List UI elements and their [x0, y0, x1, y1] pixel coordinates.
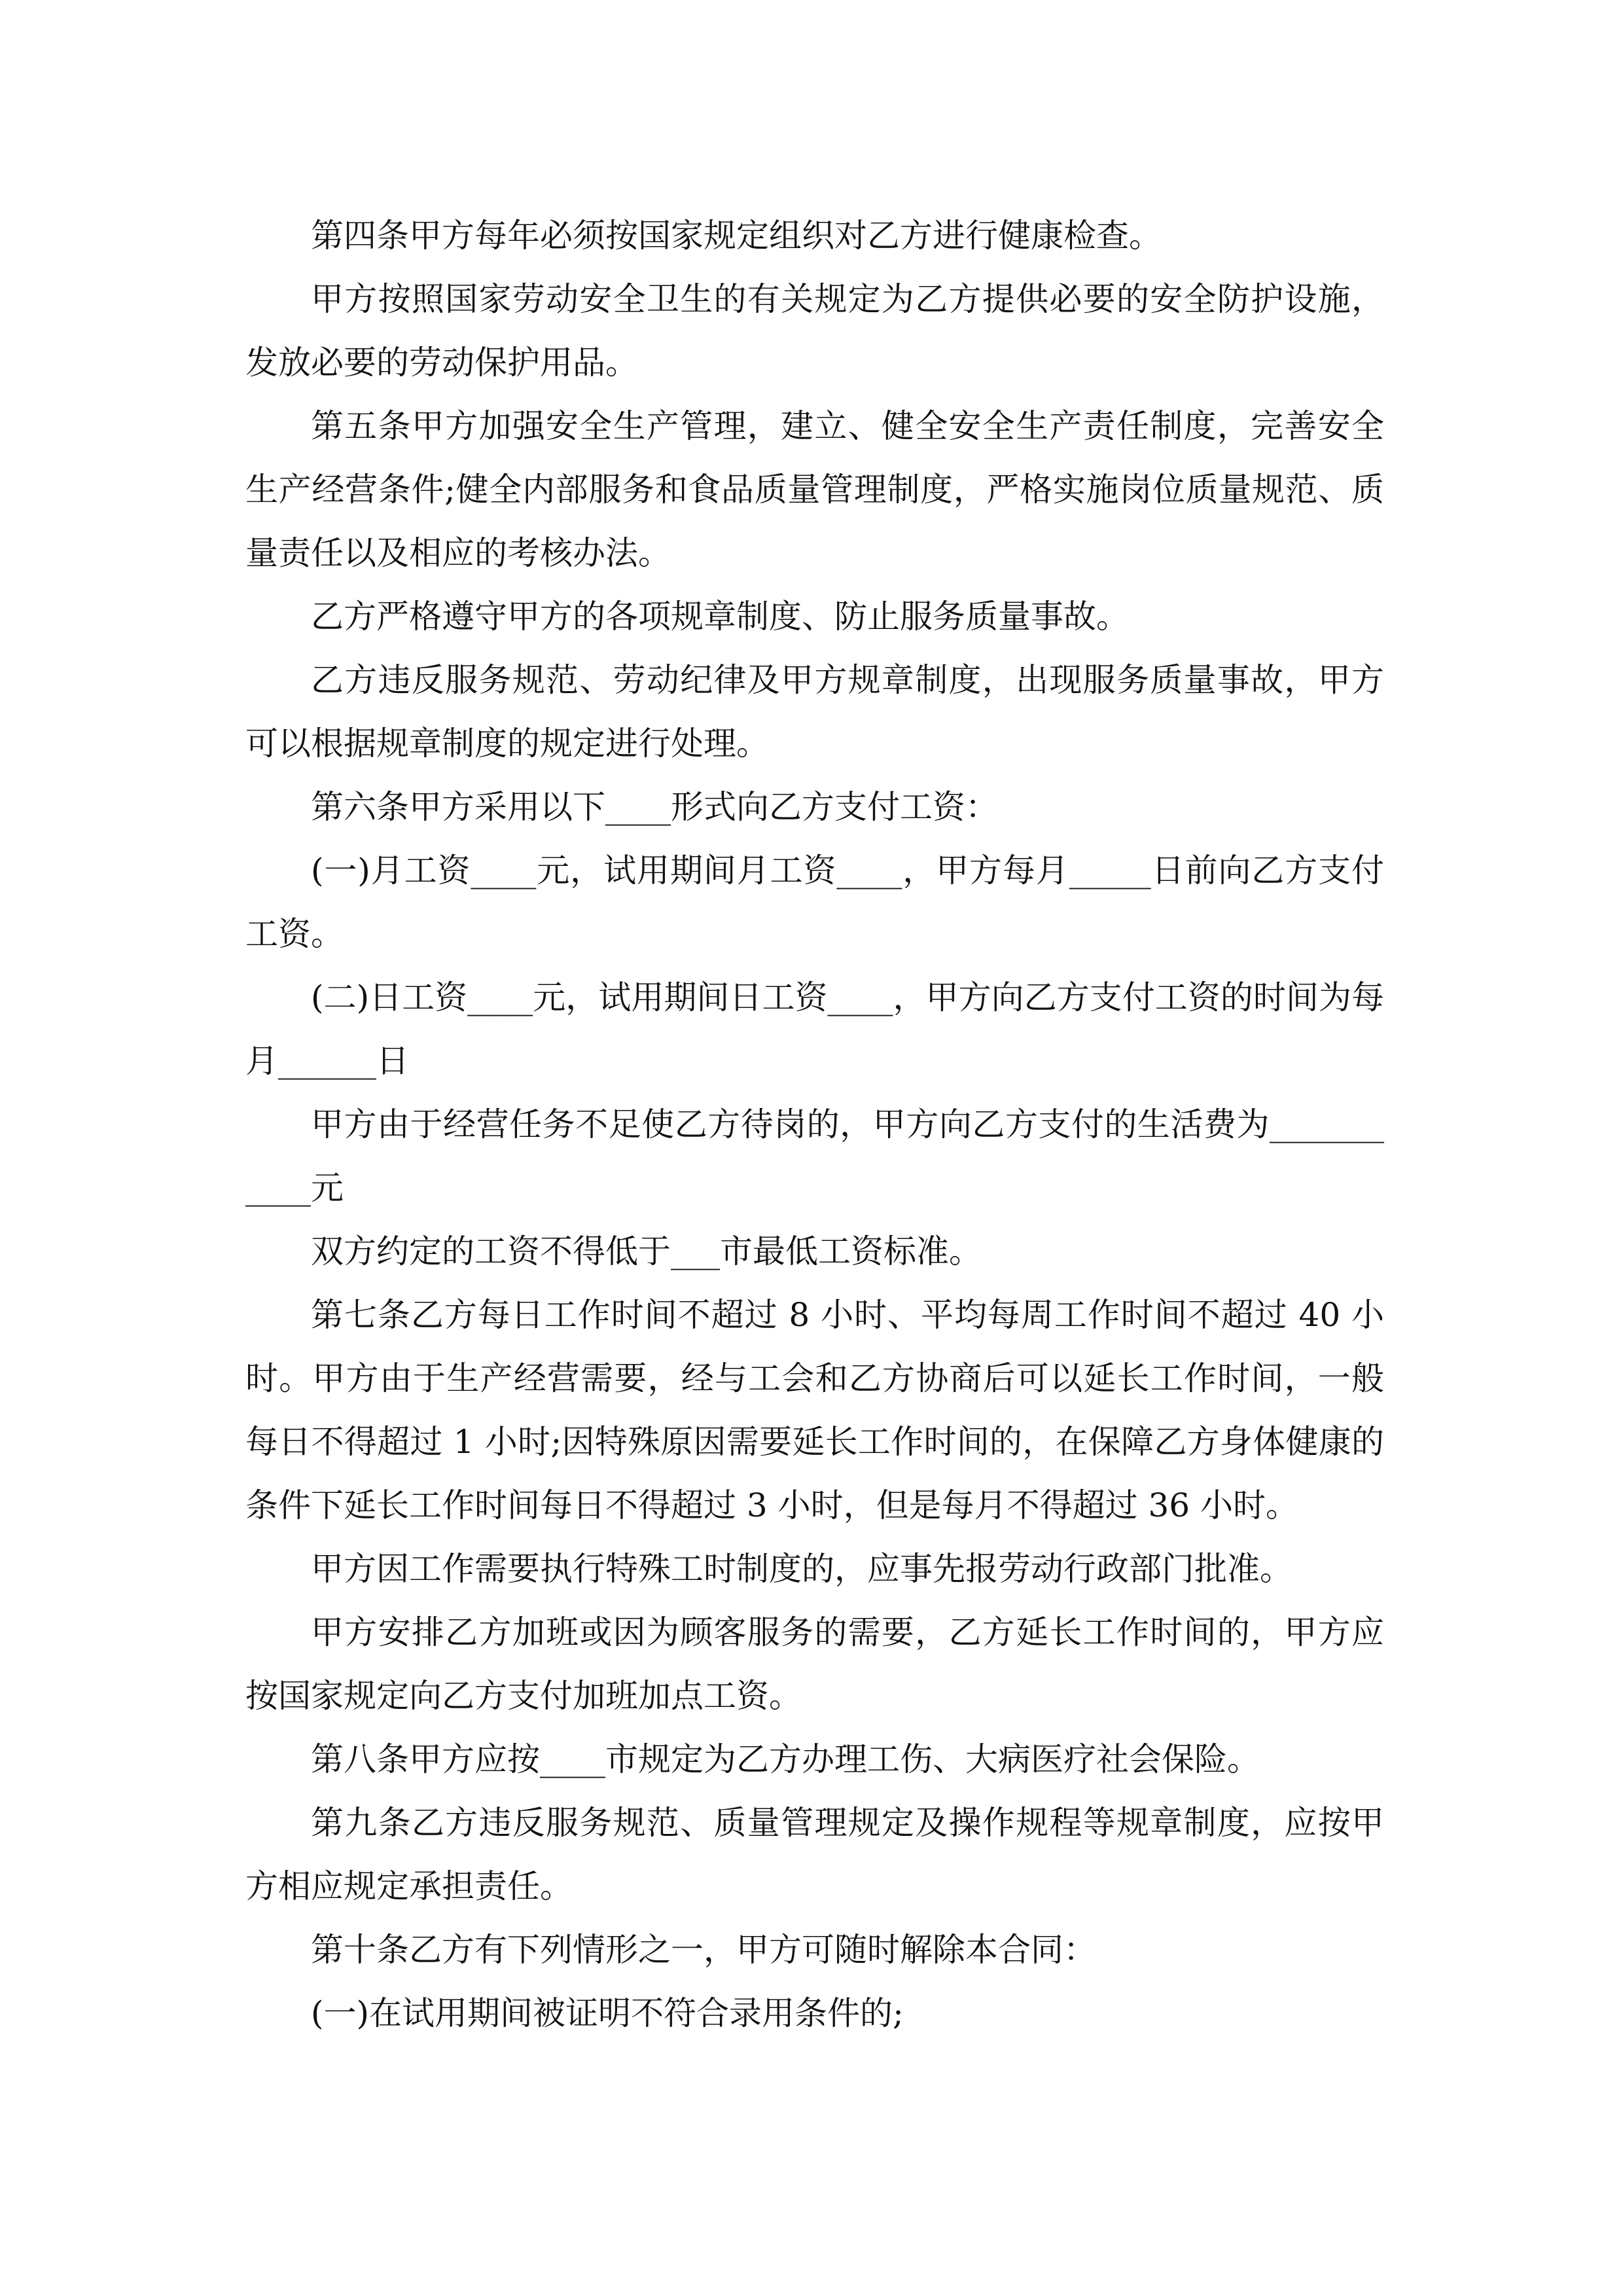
paragraph-violation-handling: 乙方违反服务规范、劳动纪律及甲方规章制度，出现服务质量事故，甲方可以根据规章制度的规定进行处理。 [245, 661, 1384, 762]
paragraph-probation-clause: (一)在试用期间被证明不符合录用条件的; [311, 1994, 904, 2032]
paragraph-safety-equipment: 甲方按照国家劳动安全卫生的有关规定为乙方提供必要的安全防护设施，发放必要的劳动保护用品。 [245, 280, 1384, 382]
paragraph-article-5: 第五条甲方加强安全生产管理，建立、健全安全生产责任制度，完善安全生产经营条件;健全内部服务和食品质量管理制度，严格实施岗位质量规范、质量责任以及相应的考核办法。 [245, 407, 1384, 572]
paragraph-article-7: 第七条乙方每日工作时间不超过 8 小时、平均每周工作时间不超过 40 小时。甲方由于生产经营需要，经与工会和乙方协商后可以延长工作时间，一般每日不得超过 1 小时;因特殊原因需要延长工作时间的，在保障乙方身体健康的条件下延长工作时间每日不得超过 3 小时，但是每月不得超过 36 小时。 [245, 1296, 1384, 1524]
paragraph-article-9: 第九条乙方违反服务规范、质量管理规定及操作规程等规章制度，应按甲方相应规定承担责任。 [245, 1804, 1384, 1905]
paragraph-daily-wage: (二)日工资____元，试用期间日工资____，甲方向乙方支付工资的时间为每月______日 [245, 978, 1384, 1080]
paragraph-monthly-wage: (一)月工资____元，试用期间月工资____，甲方每月_____日前向乙方支付工资。 [245, 852, 1384, 953]
paragraph-minimum-wage: 双方约定的工资不得低于___市最低工资标准。 [311, 1232, 982, 1270]
paragraph-living-allowance: 甲方由于经营任务不足使乙方待岗的，甲方向乙方支付的生活费为___________元 [245, 1105, 1384, 1207]
paragraph-special-hours: 甲方因工作需要执行特殊工时制度的，应事先报劳动行政部门批准。 [311, 1550, 1293, 1588]
paragraph-article-4: 第四条甲方每年必须按国家规定组织对乙方进行健康检查。 [311, 217, 1162, 255]
paragraph-overtime-pay: 甲方安排乙方加班或因为顾客服务的需要，乙方延长工作时间的，甲方应按国家规定向乙方支付加班加点工资。 [245, 1613, 1384, 1715]
paragraph-article-8: 第八条甲方应按____市规定为乙方办理工伤、大病医疗社会保险。 [311, 1740, 1260, 1778]
paragraph-article-10: 第十条乙方有下列情形之一，甲方可随时解除本合同： [311, 1931, 1096, 1969]
paragraph-obey-rules: 乙方严格遵守甲方的各项规章制度、防止服务质量事故。 [311, 598, 1129, 636]
document-body [245, 204, 1384, 2045]
paragraph-article-6: 第六条甲方采用以下____形式向乙方支付工资： [311, 788, 998, 826]
